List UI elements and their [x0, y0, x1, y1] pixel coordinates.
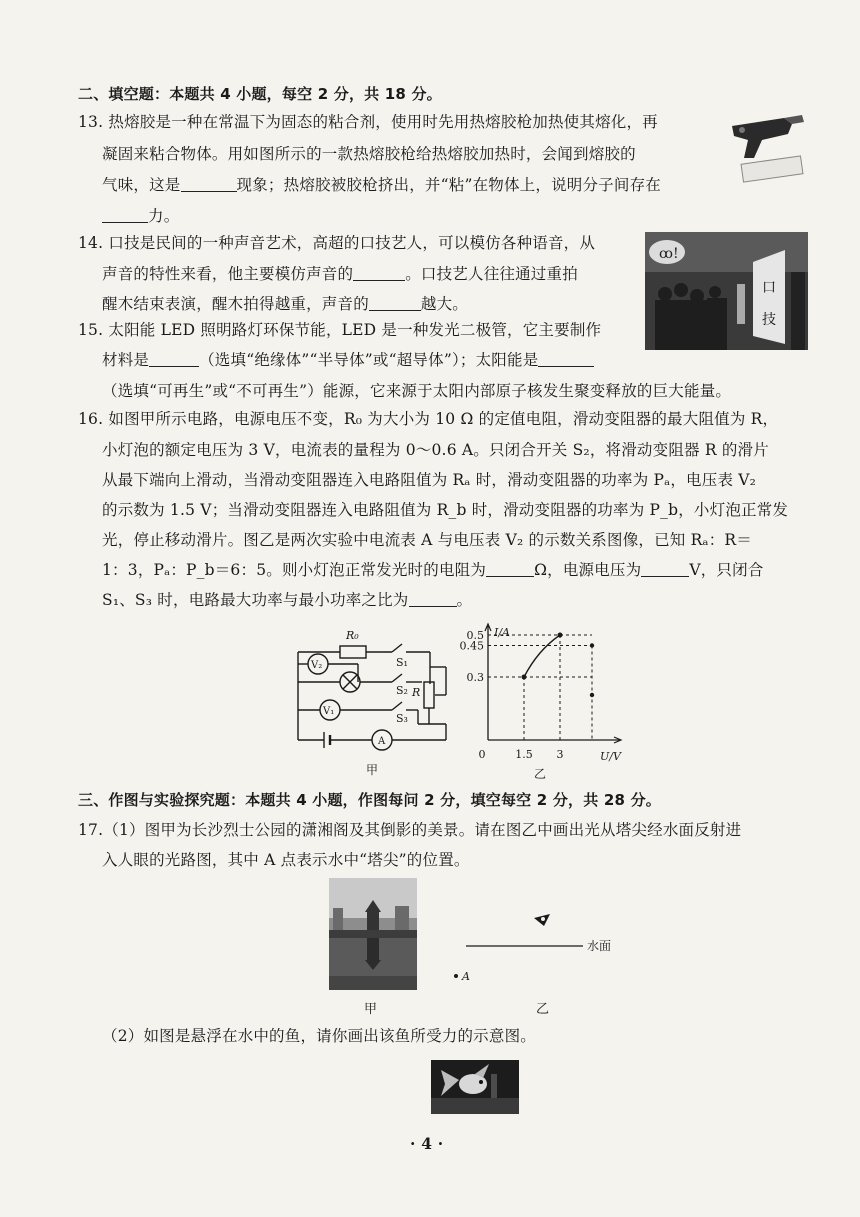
- point-a-dot: [454, 974, 458, 978]
- answer-blank[interactable]: [181, 176, 237, 192]
- rheostat-label: R: [412, 686, 421, 699]
- s1-label: S₁: [396, 656, 408, 669]
- kouji-performance-photo: [645, 232, 808, 350]
- water-surface-label: 水面: [587, 939, 612, 953]
- q13-line-3: [102, 175, 661, 195]
- guide-dot: [590, 693, 594, 697]
- q16-line-1: 16. 如图甲所示电路，电源电压不变，R₀ 为大小为 10 Ω 的定值电阻，滑动变阻器的最大阻值为 R，: [78, 410, 779, 428]
- answer-blank[interactable]: [102, 207, 148, 223]
- v1-label: V₁: [323, 706, 335, 717]
- q13-line-2: 凝固来粘合物体。用如图所示的一款热熔胶枪给热熔胶加热时，会闻到熔胶的: [102, 145, 636, 163]
- kouji-char-2: 技: [762, 312, 776, 328]
- x-tick-label: 1.5: [515, 748, 533, 761]
- x-tick-label: 3: [556, 748, 564, 761]
- page-number: · 4 ·: [410, 1134, 444, 1153]
- svg-text:ꝏ!: ꝏ!: [659, 246, 679, 262]
- q16-text-7a: S₁、S₃ 时，电路最大功率与最小功率之比为: [102, 591, 409, 609]
- q13-line-1: 13. 热熔胶是一种在常温下为固态的粘合剂，使用时先用热熔胶枪加热使其熔化，再: [78, 113, 658, 131]
- q16-line-5: 光，停止移动滑片。图乙是两次实验中电流表 A 与电压表 V₂ 的示数关系图像，已知 Rₐ：R＝: [102, 531, 752, 549]
- q13-line-4: [102, 206, 179, 226]
- ammeter-label: A: [378, 736, 386, 747]
- v2-label: V₂: [311, 660, 323, 671]
- answer-blank[interactable]: [641, 561, 689, 577]
- figure-jia-caption: 甲: [364, 1002, 378, 1017]
- q15-line-1: 15. 太阳能 LED 照明路灯环保节能，LED 是一种发光二极管，它主要制作: [78, 321, 602, 339]
- q16-line-7: [102, 590, 472, 610]
- q13-text-3b: 现象；热熔胶被胶枪挤出，并“粘”在物体上，说明分子间存在: [236, 176, 661, 194]
- guide-dot: [590, 643, 594, 647]
- q16-text-6a: 1：3，Pₐ：P_b＝6：5。则小灯泡正常发光时的电阻为: [102, 561, 487, 579]
- circuit-diagram: [288, 622, 456, 782]
- y-tick-label: 0.3: [466, 671, 484, 684]
- q15-line-2: [102, 350, 594, 370]
- q16-line-3: 从最下端向上滑动，当滑动变阻器连入电路阻值为 Rₐ 时，滑动变阻器的功率为 Pₐ，电压表 V₂: [102, 471, 757, 489]
- fish-photo: [431, 1060, 519, 1114]
- x-axis-label: U/V: [600, 750, 621, 763]
- s3-label: S₃: [396, 712, 408, 725]
- q13-text-4: 力。: [148, 207, 180, 225]
- answer-blank[interactable]: [369, 295, 421, 311]
- q14-text-2b: 。口技艺人往往通过重拍: [405, 265, 578, 283]
- data-point: [558, 633, 563, 638]
- answer-blank[interactable]: [409, 591, 457, 607]
- y-tick-label: 0.45: [460, 639, 484, 653]
- answer-blank[interactable]: [486, 561, 534, 577]
- iu-graph: [460, 618, 630, 784]
- pavilion-photo: [329, 878, 417, 990]
- q14-text-3b: 越大。: [420, 295, 469, 313]
- r0-label: R₀: [346, 629, 359, 642]
- q17-line-2: 入人眼的光路图，其中 A 点表示水中“塔尖”的位置。: [102, 851, 470, 869]
- q15-text-2a: 材料是: [102, 351, 150, 369]
- q16-line-6: [102, 560, 764, 580]
- q14-text-2a: 声音的特性来看，他主要模仿声音的: [102, 265, 354, 283]
- reflection-diagram: [450, 908, 630, 988]
- q14-text-3a: 醒木结束表演，醒木拍得越重，声音的: [102, 295, 369, 313]
- data-curve: [524, 635, 560, 677]
- section-2-heading: 二、填空题：本题共 4 小题，每空 2 分，共 18 分。: [78, 85, 442, 103]
- answer-blank[interactable]: [353, 265, 405, 281]
- circuit-caption: 甲: [366, 763, 379, 777]
- q16-text-6c: V，只闭合: [689, 561, 764, 579]
- q16-text-6b: Ω，电源电压为: [534, 561, 642, 579]
- glue-gun-image: [722, 112, 808, 184]
- q14-line-1: 14. 口技是民间的一种声音艺术，高超的口技艺人，可以模仿各种语音，从: [78, 234, 596, 252]
- q14-line-3: [102, 294, 468, 314]
- q16-line-4: 的示数为 1.5 V；当滑动变阻器连入电路阻值为 R_b 时，滑动变阻器的功率为 P_b，小灯泡正常发: [102, 501, 789, 519]
- q17-line-1: 17.（1）图甲为长沙烈士公园的潇湘阁及其倒影的美景。请在图乙中画出光从塔尖经水面反射进: [78, 821, 742, 839]
- section-3-heading: 三、作图与实验探究题：本题共 4 小题，作图每问 2 分，填空每空 2 分，共 28 分。: [78, 791, 661, 809]
- answer-blank[interactable]: [538, 351, 594, 367]
- eye-icon: [534, 914, 550, 926]
- q14-line-2: [102, 264, 578, 284]
- answer-blank[interactable]: [149, 351, 199, 367]
- q16-text-7b: 。: [456, 591, 473, 609]
- q17-part-2: （2）如图是悬浮在水中的鱼，请你画出该鱼所受力的示意图。: [102, 1027, 536, 1045]
- y-axis-label: I/A: [494, 626, 510, 639]
- q16-line-2: 小灯泡的额定电压为 3 V，电流表的量程为 0～0.6 A。只闭合开关 S₂，将滑动变阻器 R 的滑片: [102, 441, 769, 459]
- data-point: [522, 675, 527, 680]
- q13-text-3a: 气味，这是: [102, 176, 181, 194]
- s2-label: S₂: [396, 684, 408, 697]
- origin-label: 0: [478, 748, 486, 761]
- q15-line-3: （选填“可再生”或“不可再生”）能源，它来源于太阳内部原子核发生聚变释放的巨大能量。: [102, 382, 732, 400]
- q15-text-2b: （选填“绝缘体”“半导体”或“超导体”）；太阳能是: [199, 351, 539, 369]
- figure-yi-caption: 乙: [536, 1002, 550, 1017]
- kouji-char-1: 口: [762, 280, 776, 296]
- point-a-label: A: [462, 970, 470, 983]
- y-tick-label: 0.5: [466, 629, 484, 642]
- graph-caption: 乙: [533, 767, 547, 781]
